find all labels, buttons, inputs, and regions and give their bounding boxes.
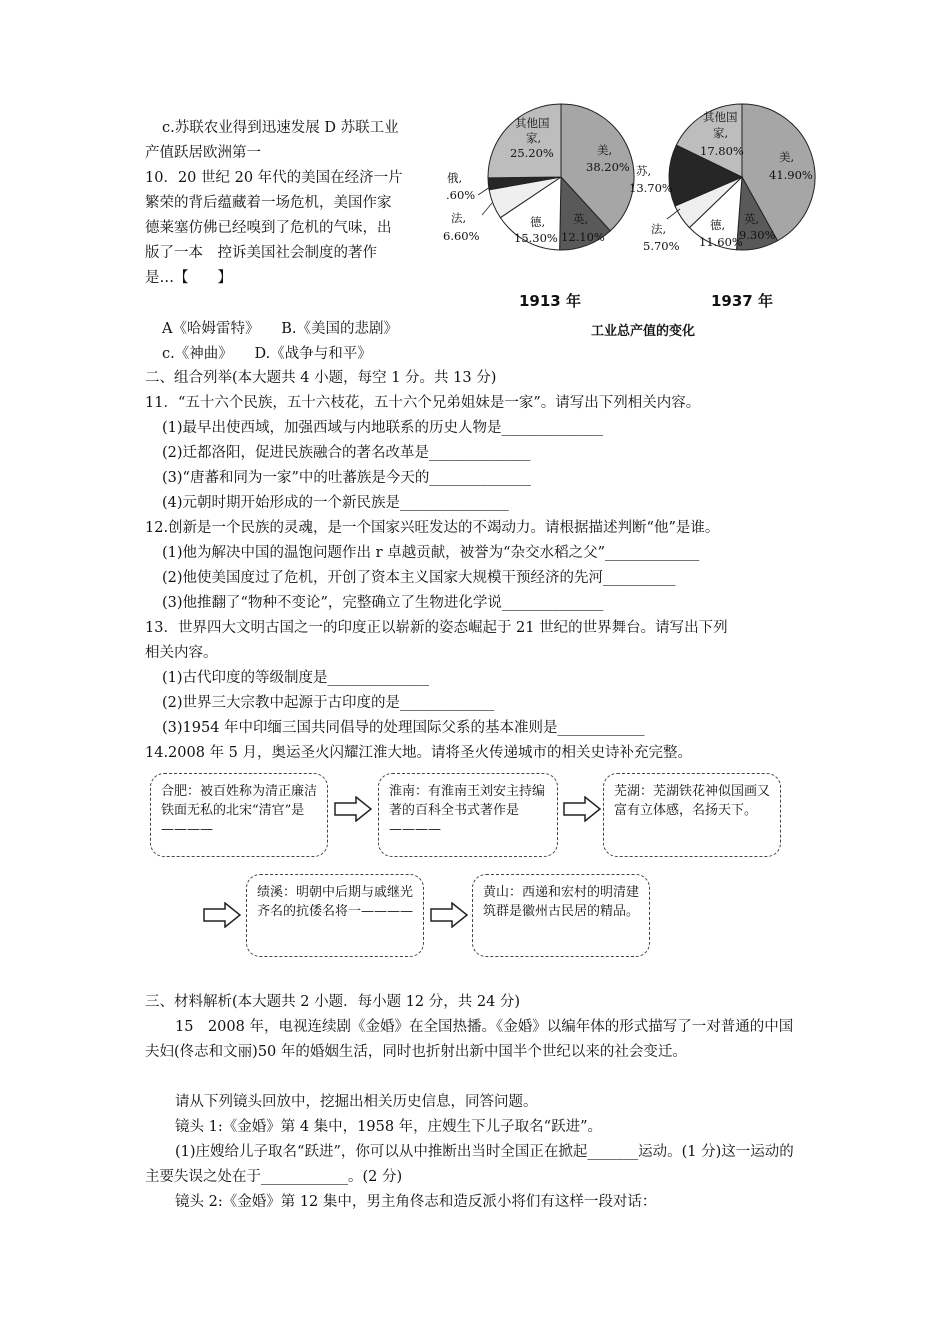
- label-1913-fr-1: 法,: [451, 211, 467, 225]
- label-1937-other-2: 家,: [713, 126, 729, 140]
- label-1913-de-1: 德,: [530, 215, 546, 229]
- q13-stem-line1: 13．世界四大文明古国之一的印度正以崭新的姿态崛起于 21 世纪的世界舞台。请写出下列: [145, 620, 728, 636]
- label-1937-us-1: 美,: [779, 150, 795, 164]
- q13-item-2: (2)世界三大宗教中起源于古印度的是_____________: [162, 695, 495, 711]
- q10-line-5: 是…【 】: [145, 270, 232, 286]
- label-1913-uk-1: 英,: [573, 212, 589, 226]
- q13-item-3: (3)1954 年中印缅三国共同倡导的处理国际父系的基本准则是____________: [162, 720, 645, 736]
- label-1937-de-2: 11.60%: [699, 235, 743, 249]
- flow-box-jixi: 绩溪：明朝中后期与戚继光齐名的抗倭名将一————: [246, 874, 424, 957]
- q9-option-cd-line2: 产值跃居欧洲第一: [145, 145, 261, 161]
- q12-item-2: (2)他使美国度过了危机，开创了资本主义国家大规模干预经济的先河__________: [162, 570, 676, 586]
- industrial-output-figure: [440, 95, 840, 255]
- flow-box-huangshan: 黄山：西递和宏村的明清建筑群是徽州古民居的精品。: [472, 874, 650, 957]
- q15-instruction: 请从下列镜头回放中，挖掘出相关历史信息，同答问题。: [175, 1094, 538, 1110]
- label-1913-uk-2: 12.10%: [561, 230, 605, 244]
- q11-item-2: (2)迁都洛阳，促进民族融合的著名改革是______________: [162, 445, 531, 461]
- q15-shot1: 镜头 1:《金婚》第 4 集中，1958 年，庄嫂生下儿子取名“跃进”。: [175, 1119, 602, 1135]
- label-1937-us-2: 41.90%: [769, 168, 813, 182]
- label-1913-other-2: 家,: [526, 131, 542, 145]
- q15-shot2: 镜头 2:《金婚》第 12 集中，男主角佟志和造反派小将们有这样一段对话：: [175, 1194, 657, 1210]
- flow-box-hefei: 合肥：被百姓称为清正廉洁铁面无私的北宋“清官”是————: [150, 773, 328, 857]
- arrow-right-icon: [203, 902, 241, 928]
- flow-box-huainan: 淮南：有淮南王刘安主持编著的百科全书式著作是————: [378, 773, 558, 857]
- label-1937-su-2: 13.70%: [629, 181, 673, 195]
- flow-box-wuhu: 芜湖：芜湖铁花神似国画又富有立体感，名扬天下。: [603, 773, 781, 857]
- q10-option-ab: A《哈姆雷特》 B.《美国的悲剧》: [162, 321, 398, 337]
- label-1937-uk-1: 英,: [744, 212, 760, 226]
- q10-line-3: 德莱塞仿佛已经嗅到了危机的气味，出: [145, 220, 392, 236]
- section2-heading: 二、组合列举(本大题共 4 小题，每空 1 分。共 13 分): [145, 370, 497, 386]
- label-1937-su-1: 苏,: [636, 164, 652, 178]
- label-1913-us-2: 38.20%: [586, 160, 630, 174]
- label-1937-other-3: 17.80%: [700, 144, 744, 158]
- q12-item-1: (1)他为解决中国的温饱问题作出 r 卓越贡献，被誉为“杂交水稻之父”_____________: [162, 545, 700, 561]
- chart-year-1913: 1913 年: [519, 292, 581, 310]
- label-1913-other-3: 25.20%: [510, 146, 554, 160]
- label-1913-us-1: 美,: [597, 143, 613, 157]
- figure-caption: 工业总产值的变化: [591, 324, 696, 339]
- label-1913-ru-1: 俄,: [447, 171, 463, 185]
- label-1913-ru-2: .60%: [446, 188, 476, 202]
- arrow-right-icon: [563, 796, 601, 822]
- q12-item-3: (3)他推翻了“物种不变论”，完整确立了生物进化学说______________: [162, 595, 604, 611]
- q15-shot1-question: (1)庄嫂给儿子取名“跃进”，你可以从中推断出当时全国正在掀起_______运动。(1 分)这一运动的主要失误之处在于____________。(2 分): [145, 1144, 794, 1185]
- label-1937-de-1: 德,: [710, 218, 726, 232]
- q13-item-1: (1)古代印度的等级制度是______________: [162, 670, 430, 686]
- label-1937-other-1: 其他国: [703, 110, 738, 124]
- label-1913-de-2: 15.30%: [514, 231, 558, 245]
- q9-option-cd-line1: c.苏联农业得到迅速发展 D 苏联工业: [162, 120, 399, 136]
- q11-item-1: (1)最早出使西域，加强西域与内地联系的历史人物是______________: [162, 420, 604, 436]
- q11-item-4: (4)元朝时期开始形成的一个新民族是_______________: [162, 495, 509, 511]
- pie-chart-1913: [488, 104, 634, 250]
- label-1913-fr-2: 6.60%: [443, 229, 480, 243]
- q10-line-2: 繁荣的背后蕴藏着一场危机，美国作家: [145, 195, 392, 211]
- q12-stem: 12.创新是一个民族的灵魂，是一个国家兴旺发达的不竭动力。请根据描述判断“他”是谁。: [145, 520, 720, 536]
- arrow-right-icon: [430, 902, 468, 928]
- label-1913-other-1: 其他国: [515, 116, 550, 130]
- q14-stem: 14.2008 年 5 月，奥运圣火闪耀江淮大地。请将圣火传递城市的相关史诗补充完整。: [145, 745, 693, 761]
- q13-stem-line2: 相关内容。: [145, 645, 218, 661]
- label-1937-fr-2: 5.70%: [643, 239, 680, 253]
- q10-line-1: 10．20 世纪 20 年代的美国在经济一片: [145, 170, 403, 186]
- label-1937-fr-1: 法,: [651, 222, 667, 236]
- q11-stem: 11．“五十六个民族，五十六枝花，五十六个兄弟姐妹是一家”。请写出下列相关内容。: [145, 395, 701, 411]
- arrow-right-icon: [334, 796, 372, 822]
- chart-year-1937: 1937 年: [711, 292, 773, 310]
- section3-heading: 三、材料解析(本大题共 2 小题．每小题 12 分，共 24 分): [145, 994, 521, 1010]
- q10-option-cd: c.《神曲》 D.《战争与和平》: [162, 346, 372, 362]
- q10-line-4: 版了一本 控诉美国社会制度的著作: [145, 245, 377, 261]
- label-1937-uk-2: 9.30%: [739, 228, 776, 242]
- q11-item-3: (3)“唐蕃和同为一家”中的吐蕃族是今天的______________: [162, 470, 531, 486]
- q15-paragraph: 15 2008 年，电视连续剧《金婚》在全国热播。《金婚》以编年体的形式描写了一对普通的中国夫妇(佟志和文丽)50 年的婚姻生活，同时也折射出新中国半个世纪以来的社会变迁。: [145, 1019, 794, 1060]
